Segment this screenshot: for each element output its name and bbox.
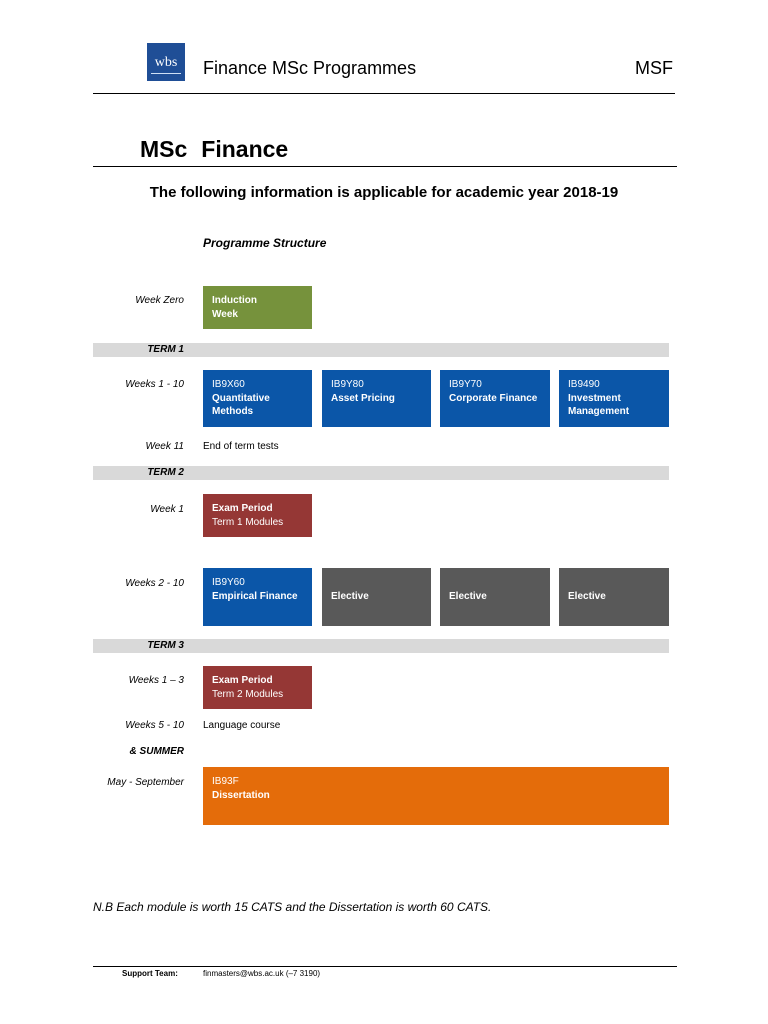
- term3-label: TERM 3: [147, 640, 184, 651]
- row-label-weeks-2-10: Weeks 2 - 10: [125, 578, 184, 589]
- module-ib9y60-box: [203, 568, 312, 626]
- module-name: Asset Pricing: [331, 392, 395, 404]
- module-ib9y70-box: [440, 370, 550, 427]
- exam-period-term2-box: [203, 666, 312, 709]
- page-title-part1: MSc: [140, 136, 188, 162]
- row-label-week-zero: Week Zero: [135, 295, 184, 306]
- summer-label: & SUMMER: [129, 746, 184, 757]
- exam-period-term1-box: [203, 494, 312, 537]
- page-title: [140, 136, 288, 163]
- elective-box-3: [559, 568, 669, 626]
- footer-contact: finmasters@wbs.ac.uk (–7 3190): [203, 969, 321, 978]
- elective-label: Elective: [449, 591, 487, 602]
- footer-label: Support Team:: [122, 969, 178, 978]
- module-name-line2: Management: [568, 406, 630, 417]
- end-of-term-tests: End of term tests: [203, 441, 279, 452]
- elective-box-2: [440, 568, 550, 626]
- module-ib9y80-box: [322, 370, 431, 427]
- module-code: IB9Y80: [331, 379, 364, 390]
- module-name-line2: Methods: [212, 406, 254, 417]
- row-label-weeks-5-10: Weeks 5 - 10: [125, 720, 184, 731]
- row-label-week-1: Week 1: [150, 504, 184, 515]
- module-ib9490-box: [559, 370, 669, 427]
- induction-line1: Induction: [212, 295, 257, 306]
- wbs-logo: [147, 43, 185, 81]
- elective-label: Elective: [568, 591, 606, 602]
- exam-line1: Exam Period: [212, 503, 273, 514]
- term2-label: TERM 2: [147, 467, 184, 478]
- module-ib9x60-box: [203, 370, 312, 427]
- induction-line2: Week: [212, 308, 238, 320]
- module-code: IB9490: [568, 379, 600, 390]
- row-label-weeks-1-3: Weeks 1 – 3: [128, 675, 184, 686]
- header-rule: [93, 93, 675, 94]
- term1-label: TERM 1: [147, 344, 184, 355]
- module-code: IB9Y60: [212, 577, 245, 588]
- academic-year-note: The following information is applicable for academic year 2018-19: [149, 184, 619, 201]
- module-name: Empirical Finance: [212, 590, 298, 602]
- exam-line1: Exam Period: [212, 675, 273, 686]
- row-label-week-11: Week 11: [145, 441, 184, 452]
- module-code: IB9Y70: [449, 379, 482, 390]
- footer-rule: [93, 966, 677, 967]
- page-title-part2: Finance: [201, 136, 289, 162]
- logo-underline: [151, 73, 181, 74]
- module-code: IB9X60: [212, 379, 245, 390]
- exam-line2: Term 1 Modules: [212, 516, 284, 528]
- language-course: Language course: [203, 720, 281, 731]
- elective-label: Elective: [331, 591, 369, 602]
- dissertation-box: [203, 767, 669, 825]
- programme-structure-heading: Programme Structure: [203, 236, 327, 250]
- logo-text: wbs: [154, 55, 178, 70]
- module-code: IB93F: [212, 776, 239, 787]
- module-name: Dissertation: [212, 789, 270, 801]
- cats-note: N.B Each module is worth 15 CATS and the Dissertation is worth 60 CATS.: [93, 900, 492, 914]
- title-rule: [93, 166, 677, 167]
- header-code: MSF: [635, 58, 673, 78]
- row-label-may-september: May - September: [107, 777, 184, 788]
- module-name-line1: Quantitative: [212, 392, 270, 404]
- row-label-weeks-1-10: Weeks 1 - 10: [125, 379, 184, 390]
- induction-week-box: [203, 286, 312, 329]
- header-title: Finance MSc Programmes: [203, 58, 417, 78]
- exam-line2: Term 2 Modules: [212, 688, 284, 700]
- elective-box-1: [322, 568, 431, 626]
- module-name: Corporate Finance: [449, 392, 538, 404]
- module-name-line1: Investment: [568, 392, 621, 404]
